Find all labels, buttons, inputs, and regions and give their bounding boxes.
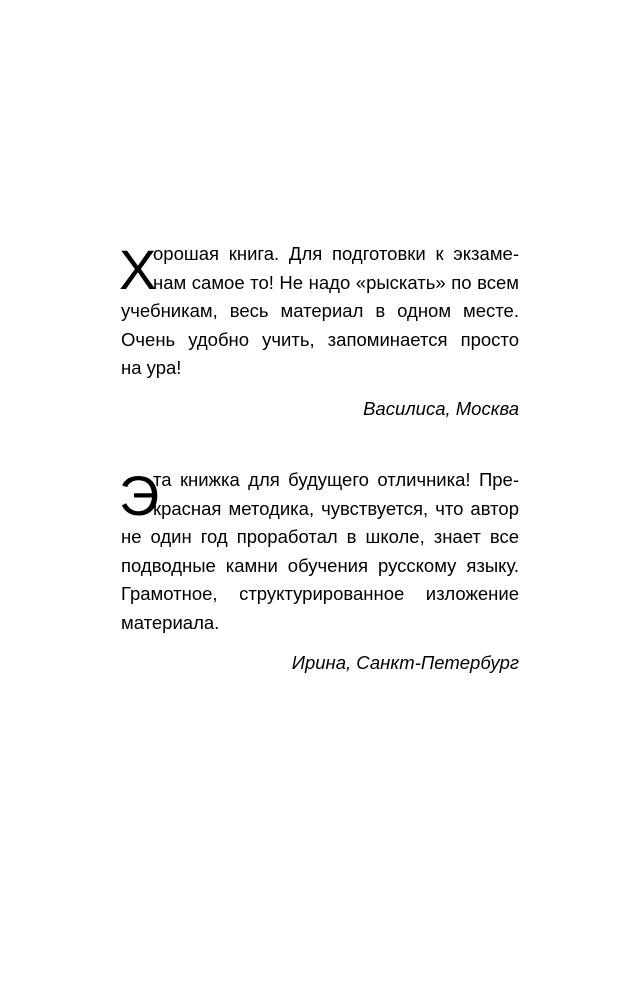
review-signature: Василиса, Москва [363, 397, 519, 419]
review-signature: Ирина, Санкт-Петербург [291, 652, 519, 673]
drop-cap: Э [119, 464, 160, 527]
review-line: не один год проработал в школе, знает все [121, 526, 519, 547]
review-line: учебникам, весь материал в одном месте. [121, 300, 519, 321]
review-text [121, 466, 519, 637]
review-line: орошая книга. Для подготовки к экзаме- [153, 243, 519, 264]
review-line: та книжка для будущего отличника! Пре- [153, 469, 519, 490]
review-text [121, 240, 519, 383]
review-1 [121, 240, 519, 420]
review-line: нам самое то! Не надо «рыскать» по всем [153, 271, 519, 293]
review-line: Грамотное, структурированное изложение [121, 583, 519, 604]
review-line: на ура! [121, 357, 182, 378]
drop-cap: Х [119, 238, 157, 301]
review-line: материала. [121, 611, 220, 633]
review-line: подводные камни обучения русскому языку. [121, 554, 519, 576]
review-line: красная методика, чувствуется, что автор [153, 497, 519, 519]
review-line: Очень удобно учить, запоминается просто [121, 328, 519, 350]
review-2 [121, 466, 519, 674]
